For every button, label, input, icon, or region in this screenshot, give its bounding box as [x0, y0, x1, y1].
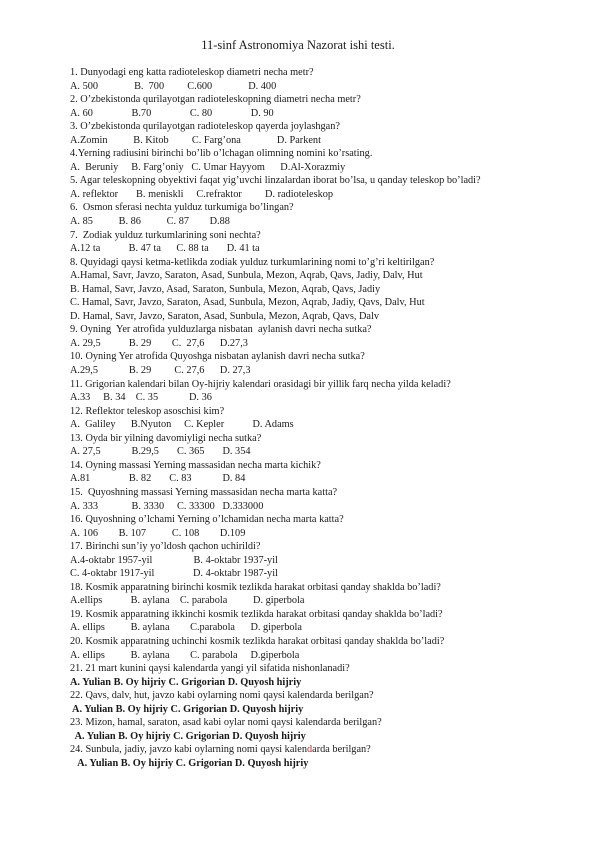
question-line: 21. 21 mart kunini qaysi kalendarda yangi yil sifatida nishonlanadi?	[70, 663, 350, 675]
question-line: 8. Quyidagi qaysi ketma-ketlikda zodiak yulduz turkumlarining nomi to’g’ri keltirilgan?	[70, 256, 435, 268]
answer-line: A. 106 B. 107 C. 108 D.109	[70, 527, 246, 539]
answer-line: A. reflektor B. meniskli C.refraktor D. radioteleskop	[70, 188, 334, 200]
answer-line: C. Hamal, Savr, Javzo, Saraton, Asad, Sunbula, Mezon, Aqrab, Jadiy, Qavs, Dalv, Hut	[70, 297, 425, 309]
question-line: 10. Oyning Yer atrofida Quyoshga nisbatan aylanish davri necha sutka?	[70, 351, 365, 363]
question-line: 12. Reflektor teleskop asoschisi kim?	[70, 405, 225, 417]
question-line: 3. O’zbekistonda qurilayotgan radioteleskop qayerda joylashgan?	[70, 121, 340, 133]
question-line: 18. Kosmik apparatning birinchi kosmik tezlikda harakat orbitasi qanday shaklda bo’ladi?	[70, 581, 441, 593]
answer-line: A. 60 B.70 C. 80 D. 90	[70, 107, 274, 119]
question-line: 22. Qavs, dalv, hut, javzo kabi oylarning nomi qaysi kalendarda berilgan?	[70, 690, 374, 702]
question-line: 17. Birinchi sun’iy yo’ldosh qachon uchirildi?	[70, 541, 261, 553]
question-line: 5. Agar teleskopning obyektivi faqat yig’uvchi linzalardan iborat bo’lsa, u qanday teleskop bo’ladi?	[70, 175, 481, 187]
answer-line: A.12 ta B. 47 ta C. 88 ta D. 41 ta	[70, 243, 260, 255]
question-line: 4.Yerning radiusini birinchi bo’lib o’lchagan olimning nomini ko’rsating.	[70, 148, 373, 160]
question-line: 23. Mizon, hamal, saraton, asad kabi oylar nomi qaysi kalendarda berilgan?	[70, 717, 382, 729]
answer-line: A.4-oktabr 1957-yil B. 4-oktabr 1937-yil	[70, 554, 278, 566]
question-line: 13. Oyda bir yilning davomiyligi necha sutka?	[70, 432, 262, 444]
question-line: 16. Quyoshning o’lchami Yerning o’lchamidan necha marta katta?	[70, 514, 344, 526]
question-line: 20. Kosmik apparatning uchinchi kosmik tezlikda harakat orbitasi qanday shaklda bo’ladi?	[70, 635, 445, 647]
answer-line: A. Beruniy B. Farg’oniy C. Umar Hayyom D.Al-Xorazmiy	[70, 161, 346, 173]
answer-line: A. Yulian B. Oy hijriy C. Grigorian D. Quyosh hijriy	[70, 757, 309, 769]
answer-line: A.ellips B. aylana C. parabola D. giperbola	[70, 595, 305, 607]
question-line: 2. O’zbekistonda qurilayotgan radioteleskopning diametri necha metr?	[70, 94, 361, 106]
question-line: 1. Dunyodagi eng katta radioteleskop diametri necha metr?	[70, 67, 314, 78]
answer-line: A. ellips B. aylana C. parabola D.giperbola	[70, 649, 300, 661]
question-line: 14. Oyning massasi Yerning massasidan necha marta kichik?	[70, 459, 321, 471]
answer-line: A. 85 B. 86 C. 87 D.88	[70, 216, 230, 228]
question-text: 24. Sunbula, jadiy, javzo kabi oylarning nomi qaysi kalen	[70, 744, 307, 756]
question-line: 7. Zodiak yulduz turkumlarining soni nechta?	[70, 229, 261, 241]
question-line: 9. Oyning Yer atrofida yulduzlarga nisbatan aylanish davri necha sutka?	[70, 324, 372, 336]
question-line: 19. Kosmik apparatning ikkinchi kosmik tezlikda harakat orbitasi qanday shaklda bo’ladi?	[70, 608, 443, 620]
answer-line: A. 29,5 B. 29 C. 27,6 D.27,3	[70, 337, 248, 349]
answer-line: A.81 B. 82 C. 83 D. 84	[70, 473, 246, 485]
answer-line: A. 500 B. 700 C.600 D. 400	[70, 80, 277, 92]
question-list	[70, 66, 570, 770]
answer-line: C. 4-oktabr 1917-yil D. 4-oktabr 1987-yil	[70, 568, 278, 580]
question-line: 15. Quyoshning massasi Yerning massasidan necha marta katta?	[70, 486, 338, 498]
answer-line: A.Zomin B. Kitob C. Farg’ona D. Parkent	[70, 134, 321, 146]
question-text: arda berilgan?	[312, 744, 371, 756]
question-line: 6. Osmon sferasi nechta yulduz turkumiga bo’lingan?	[70, 202, 294, 214]
answer-line: D. Hamal, Savr, Javzo, Saraton, Asad, Sunbula, Mezon, Aqrab, Qavs, Dalv	[70, 310, 380, 322]
answer-line: B. Hamal, Savr, Javzo, Asad, Saraton, Sunbula, Mezon, Aqrab, Qavs, Jadiy	[70, 283, 381, 295]
answer-line: A.33 B. 34 C. 35 D. 36	[70, 392, 212, 404]
answer-line: A. Yulian B. Oy hijriy C. Grigorian D. Quyosh hijriy	[70, 730, 306, 742]
answer-line: A. ellips B. aylana C.parabola D. giperbola	[70, 622, 302, 634]
answer-line: A.29,5 B. 29 C. 27,6 D. 27,3	[70, 365, 251, 377]
question-line: 11. Grigorian kalendari bilan Oy-hijriy kalendari orasidagi bir yillik farq necha yilda keladi?	[70, 378, 451, 390]
answer-line: A. 333 B. 3330 C. 33300 D.333000	[70, 500, 264, 512]
question-line-24	[70, 743, 570, 757]
answer-line: A. 27,5 B.29,5 C. 365 D. 354	[70, 446, 251, 458]
answer-line: A.Hamal, Savr, Javzo, Saraton, Asad, Sunbula, Mezon, Aqrab, Qavs, Jadiy, Dalv, Hut	[70, 270, 423, 282]
answer-line: A. Galiley B.Nyuton C. Kepler D. Adams	[70, 419, 294, 431]
answer-line: A. Yulian B. Oy hijriy C. Grigorian D. Quyosh hijriy	[70, 703, 304, 715]
highlighted-letter: d	[306, 744, 313, 756]
test-title: 11-sinf Astronomiya Nazorat ishi testi.	[201, 38, 395, 52]
answer-line: A. Yulian B. Oy hijriy C. Grigorian D. Quyosh hijriy	[70, 676, 302, 688]
